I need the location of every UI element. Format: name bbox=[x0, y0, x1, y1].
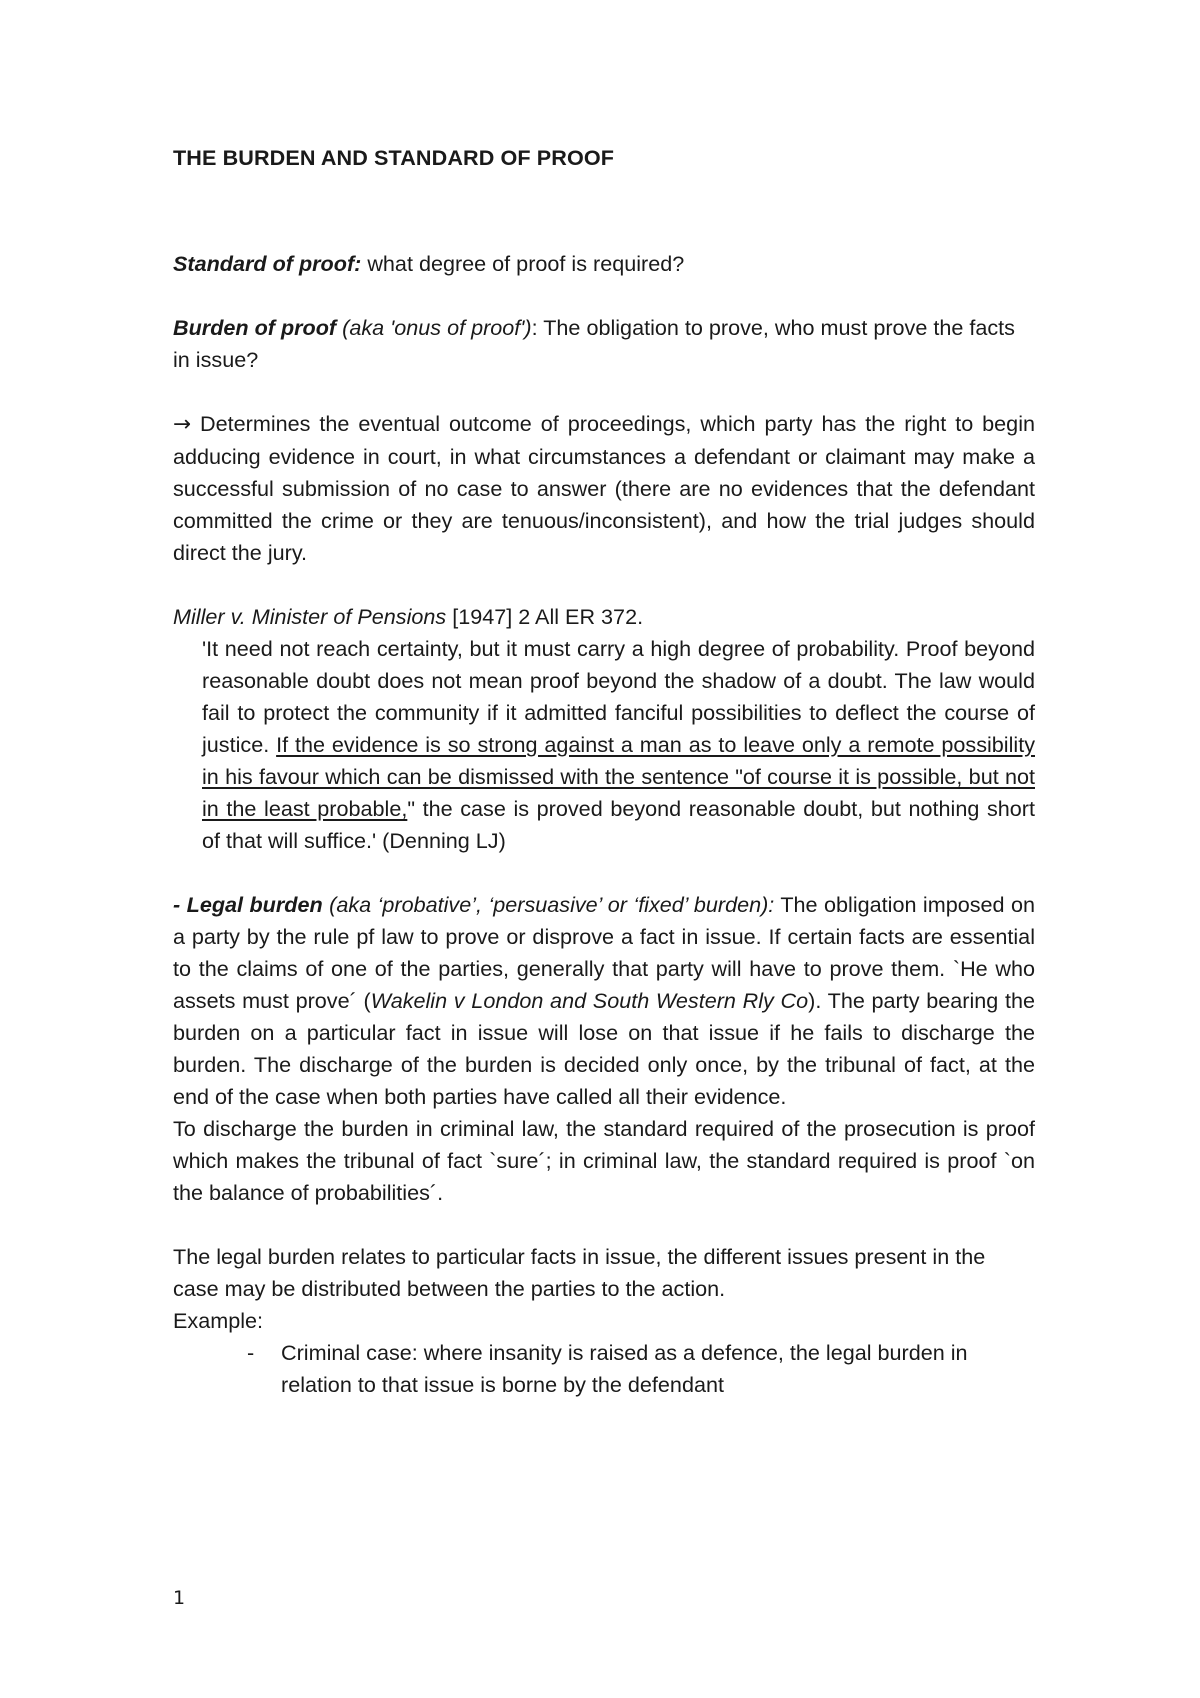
legal-burden-text1: The obligation imposed on a party by the rule pf law to prove or disprove a fact in issue. If certain facts are essential to the claims of one of the parties, generally that party will have to prove them. `He who assets must prove´ ( bbox=[173, 892, 1036, 1013]
wakelin-case-name: Wakelin v London and South Western Rly Co bbox=[370, 988, 809, 1013]
legal-burden-label: - Legal burden bbox=[173, 892, 323, 917]
legal-burden-aka: (aka ‘probative’, ‘persuasive’ or ‘fixed’ burden): bbox=[322, 892, 775, 917]
standard-of-proof-text: what degree of proof is required? bbox=[361, 251, 685, 276]
list-item-text: Criminal case: where insanity is raised as a defence, the legal burden in relation to that issue is borne by the defendant bbox=[281, 1340, 968, 1397]
burden-of-proof-label: Burden of proof bbox=[173, 315, 337, 340]
right-arrow-icon: → bbox=[173, 412, 192, 437]
list-dash: - bbox=[247, 1340, 255, 1365]
discharge-paragraph: To discharge the burden in criminal law, the standard required of the prosecution is proof which makes the tribunal of fact `sure´; in criminal law, the standard required is proof `on the balance of probabilities´. bbox=[173, 1116, 1035, 1205]
determines-text: Determines the eventual outcome of proceedings, which party has the right to begin adducing evidence in court, in what circumstances a defendant or claimant may make a successful submission of no case to answer (there are no evidences that the defendant committed the crime or they are tenuous/inconsistent), and how the trial judges should direct the jury. bbox=[173, 411, 1035, 565]
burden-of-proof-text: : The obligation to prove, who must prove the facts in issue? bbox=[173, 315, 1015, 372]
list-item bbox=[173, 1337, 1035, 1401]
legal-burden-paragraph bbox=[173, 889, 1035, 1113]
relates-paragraph: The legal burden relates to particular facts in issue, the different issues present in the case may be distributed between the parties to the action. bbox=[173, 1244, 986, 1301]
burden-of-proof-aka: (aka 'onus of proof') bbox=[336, 315, 532, 340]
miller-citation-ref: [1947] 2 All ER 372. bbox=[446, 604, 644, 629]
example-label: Example: bbox=[173, 1308, 264, 1333]
page-number: 1 bbox=[173, 1587, 186, 1609]
page-content bbox=[173, 142, 1035, 1401]
standard-of-proof-paragraph bbox=[173, 248, 1035, 280]
denning-quote-part1: 'It need not reach certainty, but it must carry a high degree of probability. Proof beyond reasonable doubt does not mean proof beyond the shadow of a doubt. The law would fail to protect the community if it admitted fanciful possibilities to deflect the course of justice. bbox=[202, 636, 1035, 757]
legal-burden-text2: ). The party bearing the burden on a particular fact in issue will lose on that issue if he fails to discharge the burden. The discharge of the burden is decided only once, by the tribunal of fact, at the end of the case when both parties have called all their evidence. bbox=[173, 988, 1035, 1109]
burden-of-proof-paragraph bbox=[173, 312, 1035, 376]
miller-case-name: Miller v. Minister of Pensions bbox=[173, 604, 447, 629]
determines-paragraph bbox=[173, 408, 1035, 569]
page-title: THE BURDEN AND STANDARD OF PROOF bbox=[173, 145, 615, 170]
miller-citation bbox=[173, 601, 1035, 633]
denning-quote-part2: " the case is proved beyond reasonable doubt, but nothing short of that will suffice.' (Denning LJ) bbox=[202, 796, 1035, 853]
denning-quote-underlined: If the evidence is so strong against a man as to leave only a remote possibility in his favour which can be dismissed with the sentence "of course it is possible, but not in the least probable, bbox=[202, 732, 1035, 821]
standard-of-proof-label: Standard of proof: bbox=[173, 251, 362, 276]
denning-quote bbox=[173, 633, 1035, 857]
